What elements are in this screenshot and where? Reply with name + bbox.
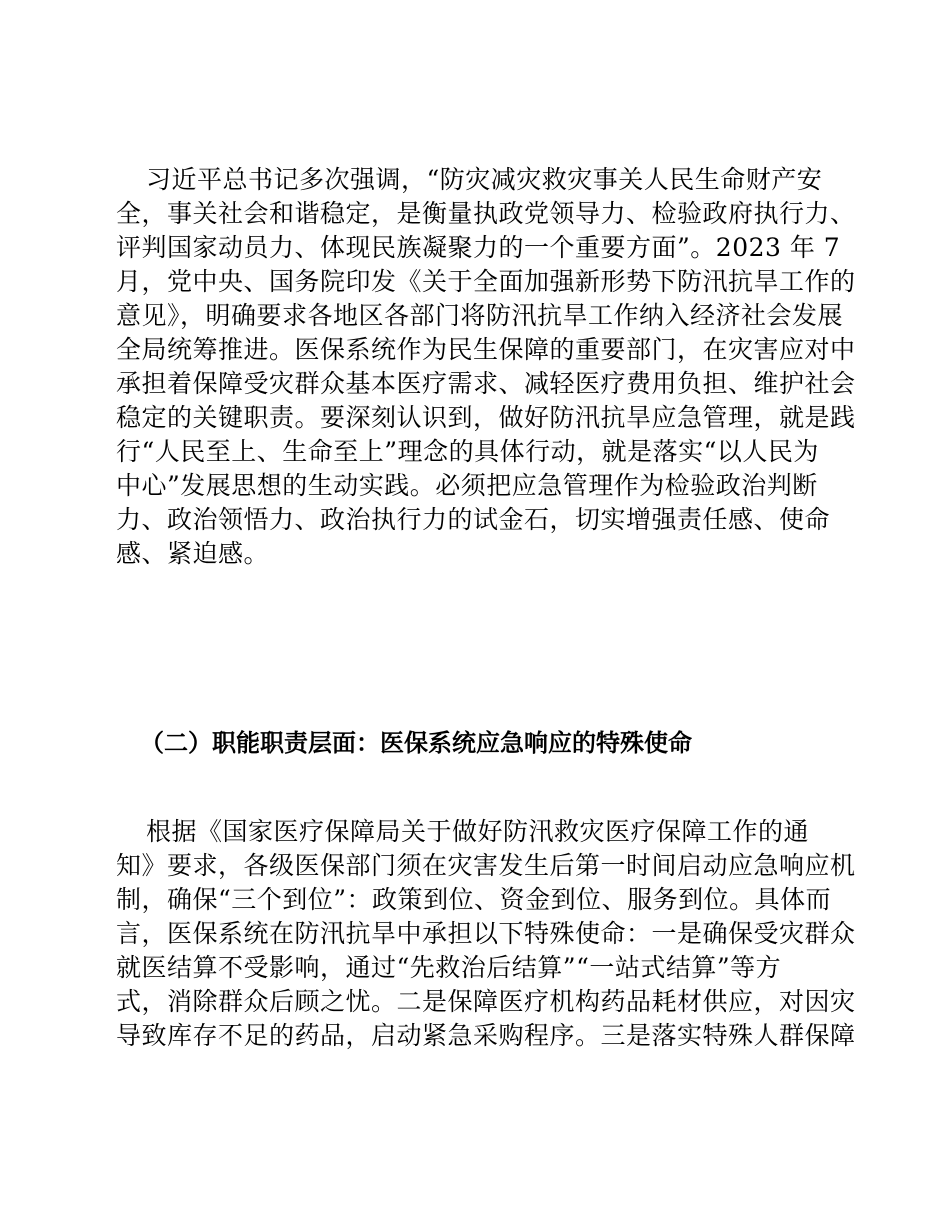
paragraph-1-line: 承担着保障受灾群众基本医疗需求、减轻医疗费用负担、维护社会 bbox=[116, 369, 856, 398]
paragraph-2-line: 言，医保系统在防汛抗旱中承担以下特殊使命：一是确保受灾群众 bbox=[116, 919, 856, 948]
paragraph-2-line: 式，消除群众后顾之忧。二是保障医疗机构药品耗材供应，对因灾 bbox=[116, 987, 856, 1016]
paragraph-2-line: 知》要求，各级医保部门须在灾害发生后第一时间启动应急响应机 bbox=[116, 851, 856, 880]
paragraph-2-line: 制，确保“三个到位”：政策到位、资金到位、服务到位。具体而 bbox=[116, 885, 832, 914]
paragraph-1-line: 月，党中央、国务院印发《关于全面加强新形势下防汛抗旱工作的 bbox=[116, 267, 856, 296]
paragraph-2-line: 根据《国家医疗保障局关于做好防汛救灾医疗保障工作的通 bbox=[146, 817, 810, 846]
paragraph-1-line: 全，事关社会和谐稳定，是衡量执政党领导力、检验政府执行力、 bbox=[116, 199, 856, 228]
section-heading: （二）职能职责层面：医保系统应急响应的特殊使命 bbox=[140, 729, 692, 757]
paragraph-2-line: 导致库存不足的药品，启动紧急采购程序。三是落实特殊人群保障 bbox=[116, 1021, 856, 1050]
paragraph-1-line: 感、紧迫感。 bbox=[116, 539, 270, 568]
paragraph-1-line: 力、政治领悟力、政治执行力的试金石，切实增强责任感、使命 bbox=[116, 505, 831, 534]
paragraph-1-line: 行“人民至上、生命至上”理念的具体行动，就是落实“以人民为 bbox=[116, 437, 819, 466]
paragraph-1-line: 评判国家动员力、体现民族凝聚力的一个重要方面”。2023 年 7 bbox=[116, 233, 841, 262]
paragraph-1-line: 习近平总书记多次强调，“防灾减灾救灾事关人民生命财产安 bbox=[146, 165, 823, 194]
paragraph-1-line: 中心”发展思想的生动实践。必须把应急管理作为检验政治判断 bbox=[116, 471, 818, 500]
paragraph-1-line: 全局统筹推进。医保系统作为民生保障的重要部门，在灾害应对中 bbox=[116, 335, 856, 364]
paragraph-2-line: 就医结算不受影响，通过“先救治后结算”“一站式结算”等方 bbox=[116, 953, 782, 982]
paragraph-1-line: 稳定的关键职责。要深刻认识到，做好防汛抗旱应急管理，就是践 bbox=[116, 403, 856, 432]
paragraph-1-line: 意见》，明确要求各地区各部门将防汛抗旱工作纳入经济社会发展 bbox=[116, 301, 844, 330]
